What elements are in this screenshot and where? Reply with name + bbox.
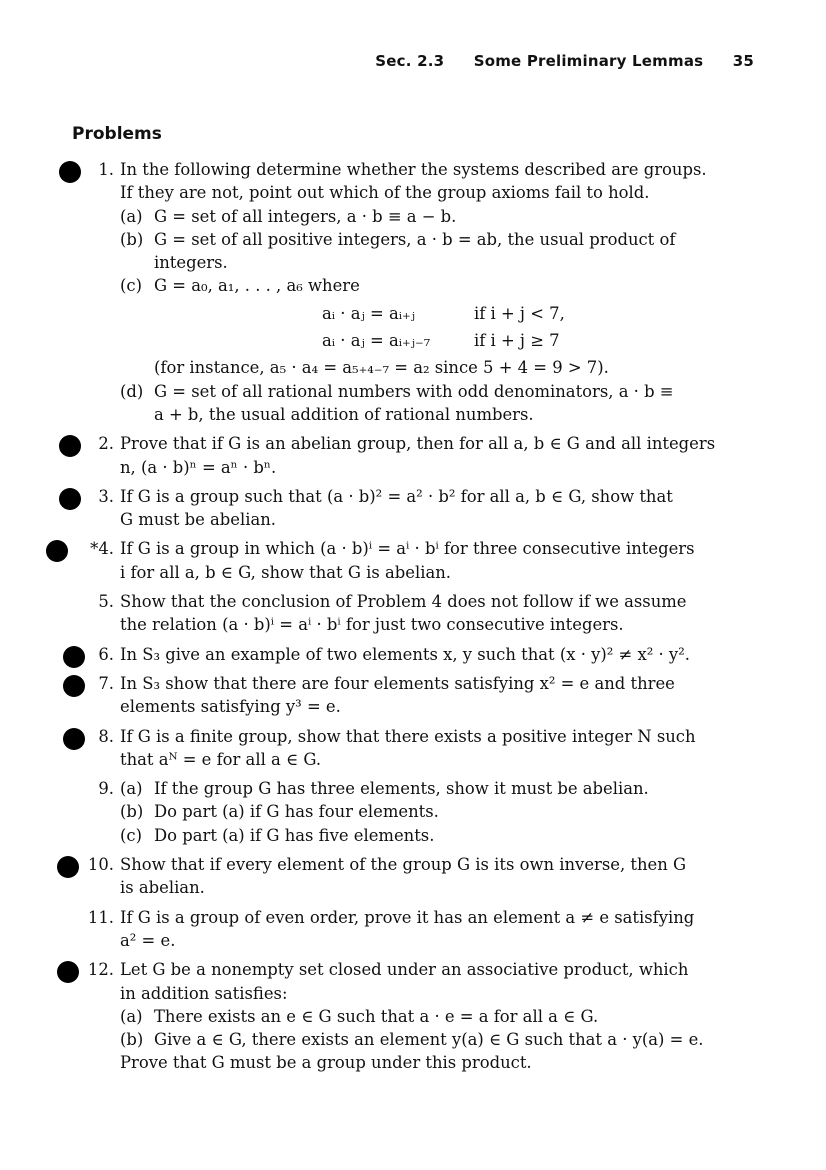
subpart-text: There exists an e ∈ G such that a · e = a for all a ∈ G. <box>154 1006 599 1026</box>
subpart-a <box>120 1005 716 1028</box>
equation-line <box>154 329 716 352</box>
marker-dot-icon <box>63 646 85 668</box>
problem-number: 9. <box>98 779 114 799</box>
marker-dot-icon <box>63 675 85 697</box>
subpart-label: (b) <box>120 229 144 249</box>
problem-number: 1. <box>98 160 114 179</box>
subpart-b <box>120 1028 716 1051</box>
problem-8 <box>0 725 826 772</box>
marker-dot-icon <box>57 856 79 878</box>
subpart-c <box>120 824 716 847</box>
section-heading: Problems <box>72 124 162 144</box>
subpart-label: (b) <box>120 802 144 822</box>
marker-dot-icon <box>46 540 68 562</box>
subpart-c <box>120 274 716 379</box>
problem-text: n, (a · b)ⁿ = aⁿ · bⁿ. <box>120 457 277 477</box>
problem-9 <box>0 777 826 847</box>
problem-text: Prove that if G is an abelian group, then for all a, b ∈ G and all integers <box>120 434 716 454</box>
marker-dot-icon <box>59 435 81 457</box>
subpart-d <box>120 380 716 427</box>
problem-text: that aᴺ = e for all a ∈ G. <box>120 749 322 769</box>
problem-text: a² = e. <box>120 930 176 950</box>
problem-text: G must be abelian. <box>120 510 276 530</box>
problem-text: Show that the conclusion of Problem 4 does not follow if we assume <box>120 592 687 612</box>
problem-11 <box>0 906 826 953</box>
marker-dot-icon <box>63 728 85 750</box>
subpart-text: integers. <box>154 253 228 273</box>
problem-text: If G is a finite group, show that there exists a positive integer N such <box>120 726 696 746</box>
subpart-text: If the group G has three elements, show it must be abelian. <box>154 779 649 799</box>
marker-dot-icon <box>59 488 81 510</box>
subpart-a <box>120 777 716 800</box>
problem-number: 6. <box>98 644 114 664</box>
problem-list <box>0 158 826 1081</box>
problem-1 <box>0 158 826 426</box>
problem-number: 10. <box>87 855 114 875</box>
problem-text: If G is a group in which (a · b)ⁱ = aⁱ · bⁱ for three consecutive integers <box>120 539 695 559</box>
problem-text: is abelian. <box>120 878 205 898</box>
subpart-text: G = set of all rational numbers with odd denominators, a · b ≡ <box>154 381 674 401</box>
problem-number: 12. <box>87 960 114 980</box>
equation-lhs: aᵢ · aⱼ = aᵢ₊ⱼ <box>322 303 416 323</box>
problem-5 <box>0 590 826 637</box>
problem-7 <box>0 672 826 719</box>
marker-dot-icon <box>57 961 79 983</box>
problem-number: *4. <box>90 539 114 559</box>
equation-line <box>154 302 716 325</box>
subpart-label: (a) <box>120 1006 143 1026</box>
subpart-text: G = set of all positive integers, a · b = ab, the usual product of <box>154 229 676 249</box>
subpart-text: a + b, the usual addition of rational numbers. <box>154 404 534 424</box>
problem-text: In S₃ give an example of two elements x, y such that (x · y)² ≠ x² · y². <box>120 644 690 664</box>
problem-6 <box>0 643 826 666</box>
problem-text: In S₃ show that there are four elements satisfying x² = e and three <box>120 673 675 693</box>
problem-number: 8. <box>98 726 114 746</box>
subpart-a <box>120 205 716 228</box>
problem-text: elements satisfying y³ = e. <box>120 697 341 717</box>
problem-text: i for all a, b ∈ G, show that G is abelian. <box>120 562 452 582</box>
subpart-note: (for instance, a₅ · a₄ = a₅₊₄₋₇ = a₂ since 5 + 4 = 9 > 7). <box>154 358 609 378</box>
subpart-label: (b) <box>120 1030 144 1050</box>
subpart-label: (c) <box>120 276 142 296</box>
running-header <box>351 52 754 70</box>
subpart-label: (a) <box>120 779 143 799</box>
problem-12 <box>0 958 826 1074</box>
page-number: 35 <box>732 52 754 70</box>
section-number: Sec. 2.3 <box>375 52 445 70</box>
problem-text: If they are not, point out which of the group axioms fail to hold. <box>120 183 650 203</box>
subpart-text: G = a₀, a₁, . . . , a₆ where <box>154 276 360 296</box>
problem-text: in addition satisfies: <box>120 983 288 1003</box>
equation-lhs: aᵢ · aⱼ = aᵢ₊ⱼ₋₇ <box>322 331 431 351</box>
problem-3 <box>0 485 826 532</box>
problem-number: 5. <box>98 592 114 612</box>
problem-text: In the following determine whether the systems described are groups. <box>120 160 707 179</box>
subpart-text: Give a ∈ G, there exists an element y(a) ∈ G such that a · y(a) = e. <box>154 1030 704 1050</box>
subpart-text: Do part (a) if G has four elements. <box>154 802 439 822</box>
subpart-label: (d) <box>120 381 144 401</box>
marker-dot-icon <box>59 161 81 183</box>
subpart-b <box>120 228 716 275</box>
problem-text: Show that if every element of the group G is its own inverse, then G <box>120 855 687 875</box>
chapter-title: Some Preliminary Lemmas <box>473 52 704 70</box>
problem-number: 7. <box>98 673 114 693</box>
problem-2 <box>0 432 826 479</box>
subpart-label: (a) <box>120 206 143 226</box>
subpart-text: G = set of all integers, a · b ≡ a − b. <box>154 206 457 226</box>
problem-number: 3. <box>98 486 114 506</box>
problem-text: If G is a group such that (a · b)² = a² · b² for all a, b ∈ G, show that <box>120 486 673 506</box>
problem-text: Let G be a nonempty set closed under an associative product, which <box>120 960 689 980</box>
problem-number: 2. <box>98 434 114 454</box>
problem-number: 11. <box>87 907 114 927</box>
subpart-text: Do part (a) if G has five elements. <box>154 825 435 845</box>
problem-text: the relation (a · b)ⁱ = aⁱ · bⁱ for just two consecutive integers. <box>120 615 624 635</box>
equation-condition: if i + j < 7, <box>474 303 565 323</box>
problem-text: Prove that G must be a group under this product. <box>120 1053 532 1073</box>
subpart-label: (c) <box>120 825 142 845</box>
equation-condition: if i + j ≥ 7 <box>474 331 560 351</box>
problem-text: If G is a group of even order, prove it has an element a ≠ e satisfying <box>120 907 695 927</box>
subpart-b <box>120 800 716 823</box>
problem-4 <box>0 537 826 584</box>
problem-10 <box>0 853 826 900</box>
